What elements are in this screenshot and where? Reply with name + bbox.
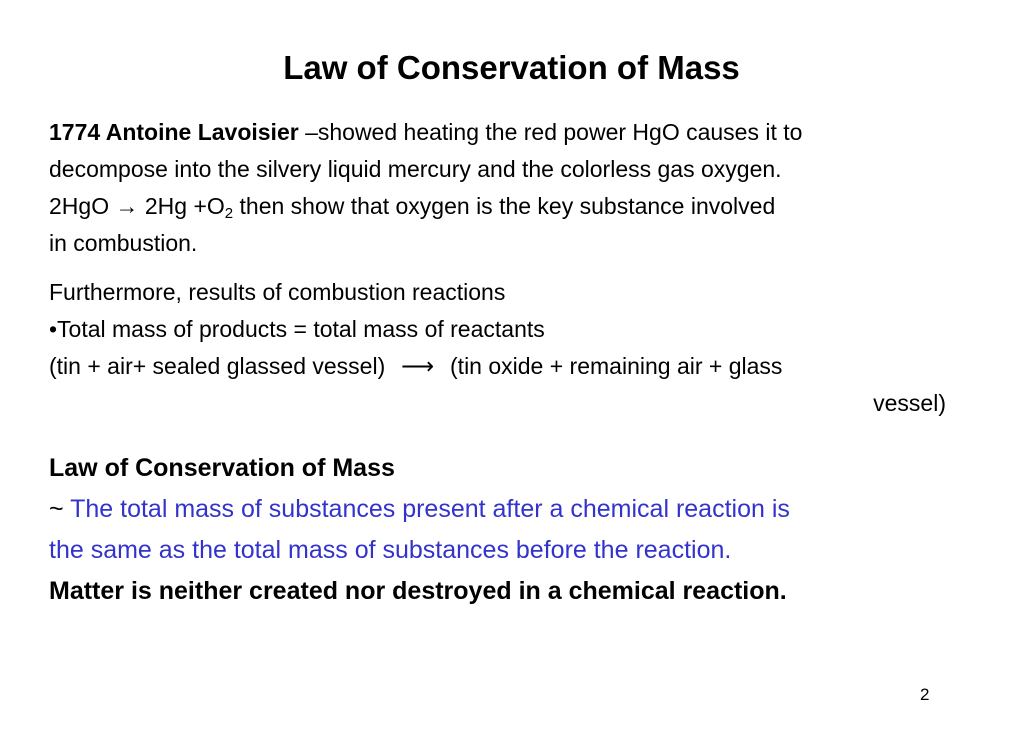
tin-reactants: (tin + air+ sealed glassed vessel)	[49, 353, 392, 379]
intro-line-1	[49, 114, 979, 151]
law-heading: Law of Conservation of Mass	[49, 454, 395, 482]
intro-paragraph	[49, 114, 979, 262]
tin-products-continued: vessel)	[873, 390, 946, 416]
page-number: 2	[920, 685, 930, 704]
tin-reaction-line	[49, 348, 979, 385]
tin-products: (tin oxide + remaining air + glass	[443, 353, 783, 379]
oxygen-subscript: 2	[224, 205, 234, 222]
intro-line-2: decompose into the silvery liquid mercury and the colorless gas oxygen.	[49, 156, 782, 182]
intro-line-4: in combustion.	[49, 230, 198, 256]
tilde-mark: ~	[49, 495, 71, 523]
reaction-arrow-icon: →	[115, 193, 139, 219]
results-bullet: •Total mass of products = total mass of reactants	[49, 316, 545, 342]
product-hg-o: 2Hg +O	[138, 193, 225, 219]
law-conclusion: Matter is neither created nor destroyed in a chemical reaction.	[49, 577, 787, 605]
lavoisier-lead: 1774 Antoine Lavoisier	[49, 119, 299, 145]
law-section	[49, 448, 979, 612]
reactant-hgo: 2HgO	[49, 193, 116, 219]
law-statement-line-2: the same as the total mass of substances before the reaction.	[49, 536, 732, 564]
slide-title: Law of Conservation of Mass	[283, 49, 740, 86]
intro-line-1-text: –showed heating the red power HgO causes it to	[298, 119, 803, 145]
reaction-equation-line	[49, 188, 979, 225]
results-line-1: Furthermore, results of combustion reactions	[49, 279, 506, 305]
results-paragraph	[49, 274, 979, 422]
intro-line-3-text: then show that oxygen is the key substance involved	[233, 193, 776, 219]
law-statement-text-1: The total mass of substances present after a chemical reaction is	[70, 495, 790, 523]
law-statement-line-1	[49, 489, 979, 530]
long-arrow-icon: ⟶	[401, 353, 435, 379]
